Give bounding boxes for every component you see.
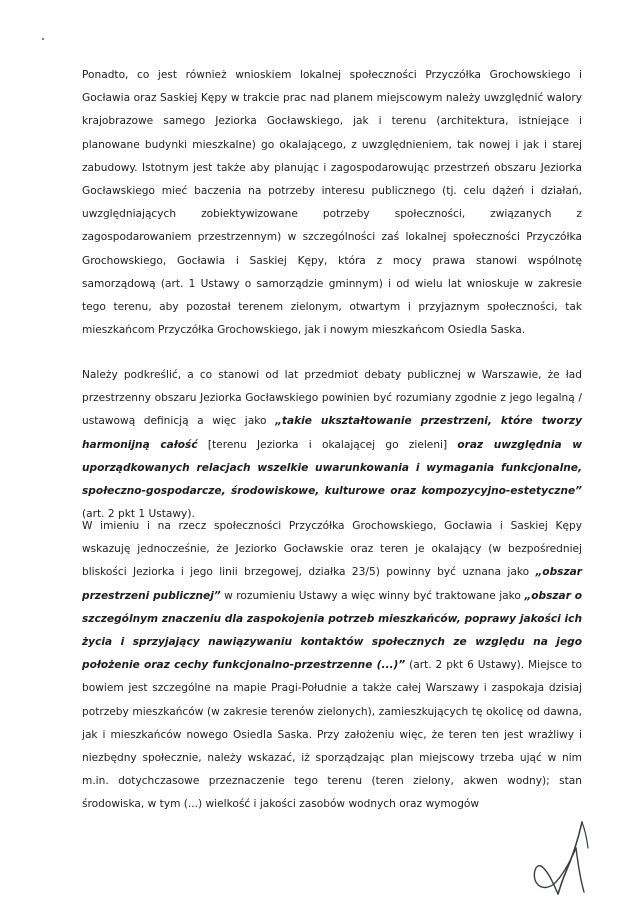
paragraph-2-text-2: [terenu Jeziorka i okalającej go zieleni] [197, 438, 458, 451]
handwritten-signature-icon [532, 818, 594, 898]
paragraph-3-quote-2: „obszar o szczególnym znaczeniu dla zaspokojenia potrzeb mieszkańców, poprawy jakości ich życia i sprzyjający nawiązywaniu kontaktów społecznych ze względu na jego położenie oraz cechy funkcjonalno-przestrzenne (...)” [82, 589, 582, 672]
paragraph-3-text-2: w rozumieniu Ustawy a więc winny być traktowane jako [220, 589, 525, 602]
paragraph-3-quote-1: „obszar przestrzeni publicznej” [82, 566, 582, 602]
paragraph-2-text-3: (art. 2 pkt 1 Ustawy). [82, 508, 195, 521]
paragraph-3-text-3: (art. 2 pkt 6 Ustawy). Miejsce to bowiem jest szczególne na mapie Pragi-Południe a także całej Warszawy i zaspokaja dzisiaj potrzeby mieszkańców (w zakresie terenów zielonych), zamieszkujących tę okolicę od dawna, jak i mieszkańców nowego Osiedla Saska. Przy założeniu więc, że teren ten jest wrażliwy i niezbędny społecznie, należy wskazać, iż sporządzając plan miejscowy trzeba ująć w nim m.in. dotychczasowe przeznaczenie tego terenu (teren zielony, akwen wodny); stan środowiska, w tym (...) wielkość i jakości zasobów wodnych oraz wymogów [82, 659, 583, 811]
paragraph-2-quote-1: „takie ukształtowanie przestrzeni, które tworzy harmonijną całość [82, 415, 582, 451]
paragraph-2-text-1: Należy podkreślić, a co stanowi od lat przedmiot debaty publicznej w Warszawie, że ład przestrzenny obszaru Jeziorka Gocławskiego powinien być rozumiany zgodnie z jego legalną / ustawową definicją a więc jako [82, 369, 582, 428]
scan-speck [42, 38, 44, 40]
paragraph-2 [82, 364, 582, 526]
paragraph-3 [82, 515, 582, 817]
paragraph-1: Ponadto, co jest również wnioskiem lokalnej społeczności Przyczółka Grochowskiego i Gocławia oraz Saskiej Kępy w trakcie prac nad planem miejscowym należy uwzględnić walory krajobrazowe samego Jeziorka Gocławskiego, jak i terenu (architektura, istniejące i planowane budynki mieszkalne) go okalającego, z uwzględnieniem, tak nowej i jak i starej zabudowy. Istotnym jest także aby planując i zagospodarowując przestrzeń obszaru Jeziorka Gocławskiego mieć baczenia na potrzeby interesu publicznego (tj. celu dążeń i działań, uwzględniających zobiektywizowane potrzeby społeczności, związanych z zagospodarowaniem przestrzennym) w szczególności zaś lokalnej społeczności Przyczółka Grochowskiego, Gocławia i Saskiej Kępy, która z mocy prawa stanowi wspólnotę samorządową (art. 1 Ustawy o samorządzie gminnym) i od wielu lat wnioskuje w zakresie tego terenu, aby pozostał terenem zielonym, otwartym i przyjaznym społeczności, tak mieszkańcom Przyczółka Grochowskiego, jak i nowym mieszkańcom Osiedla Saska. [82, 69, 582, 337]
paragraph-2-quote-2: oraz uwzględnia w uporządkowanych relacjach wszelkie uwarunkowania i wymagania funkcjonalne, społeczno-gospodarcze, środowiskowe, kulturowe oraz kompozycyjno-estetyczne” [82, 438, 583, 498]
paragraph-3-text-1: W imieniu i na rzecz społeczności Przyczółka Grochowskiego, Gocławia i Saskiej Kępy wskazuję jednocześnie, że Jeziorko Gocławskie oraz teren je okalający (w bezpośredniej bliskości Jeziorka i jego linii brzegowej, działka 23/5) powinny być uznana jako [82, 520, 582, 579]
